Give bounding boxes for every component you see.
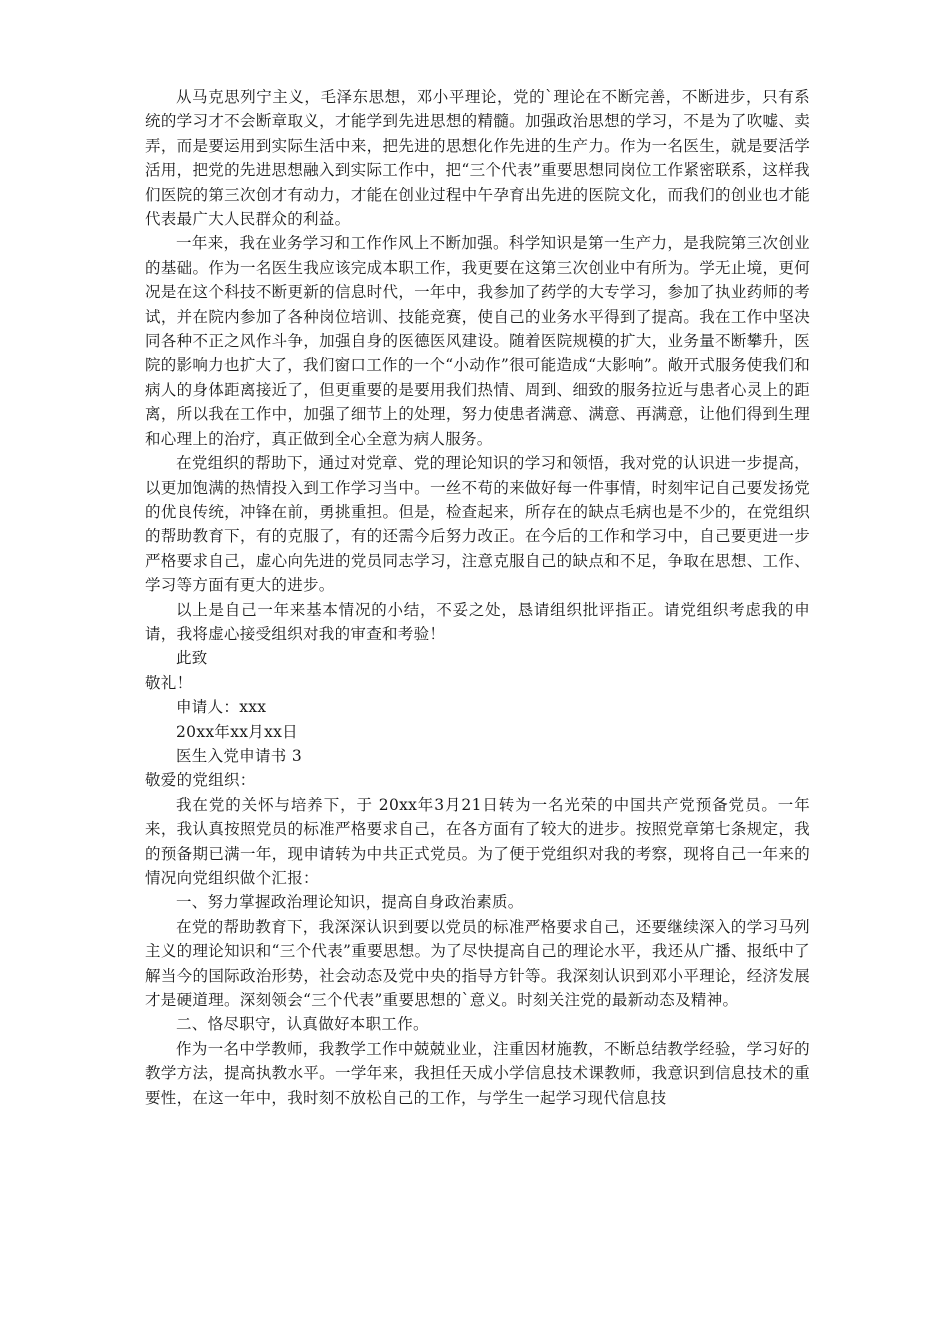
- greeting: 敬爱的党组织：: [145, 771, 256, 790]
- closing-salutation: 此致: [176, 649, 208, 668]
- document-body: [145, 85, 810, 1110]
- paragraph: 在党的帮助教育下，我深深认识到要以党员的标准严格要求自己，还要继续深入的学习马列主义的理论知识和“三个代表”重要思想。为了尽快提高自己的理论水平，我还从广播、报纸中了解当今的国际政治形势，社会动态及党中央的指导方针等。我深刻认识到邓小平理论，经济发展才是硬道理。深刻领会“三个代表”重要思想的`意义。时刻关注党的最新动态及精神。: [145, 917, 810, 1010]
- applicant-line: 申请人：xxx: [176, 698, 267, 717]
- paragraph: 我在党的关怀与培养下，于 20xx年3月21日转为一名光荣的中国共产党预备党员。一年来，我认真按照党员的标准严格要求自己，在各方面有了较大的进步。按照党章第七条规定，我的预备期已满一年，现申请转为中共正式党员。为了便于党组织对我的考察，现将自己一年来的情况向党组织做个汇报：: [145, 795, 810, 887]
- paragraph: 从马克思列宁主义，毛泽东思想，邓小平理论，党的`理论在不断完善，不断进步，只有系统的学习才不会断章取义，才能学到先进思想的精髓。加强政治思想的学习，不是为了吹嘘、卖弄，而是要运用到实际生活中来，把先进的思想化作先进的生产力。作为一名医生，就是要活学活用，把党的先进思想融入到实际工作中，把“三个代表”重要思想同岗位工作紧密联系，这样我们医院的第三次创才有动力，才能在创业过程中午孕育出先进的医院文化，而我们的创业也才能代表最广大人民群众的利益。: [145, 88, 810, 229]
- paragraph: 在党组织的帮助下，通过对党章、党的理论知识的学习和领悟，我对党的认识进一步提高，以更加饱满的热情投入到工作学习当中。一丝不苟的来做好每一件事情，时刻牢记自己要发扬党的优良传统，冲锋在前，勇挑重担。但是，检查起来，所存在的缺点毛病也是不少的，在党组织的帮助教育下，有的克服了，有的还需今后努力改正。在今后的工作和学习中，自己要更进一步严格要求自己，虚心向先进的党员同志学习，注意克服自己的缺点和不足，争取在思想、工作、学习等方面有更大的进步。: [145, 454, 810, 595]
- paragraph: 以上是自己一年来基本情况的小结，不妥之处，恳请组织批评指正。请党组织考虑我的申请，我将虚心接受组织对我的审查和考验！: [145, 600, 810, 643]
- heading-one: 一、努力掌握政治理论知识，提高自身政治素质。: [176, 893, 524, 912]
- section-title: 医生入党申请书 3: [176, 746, 302, 765]
- date-line: 20xx年xx月xx日: [176, 722, 298, 741]
- paragraph: 一年来，我在业务学习和工作作风上不断加强。科学知识是第一生产力，是我院第三次创业的基础。作为一名医生我应该完成本职工作，我更要在这第三次创业中有所为。学无止境，更何况是在这个科技不断更新的信息时代，一年中，我参加了药学的大专学习，参加了执业药师的考试，并在院内参加了各种岗位培训、技能竞赛，使自己的业务水平得到了提高。我在工作中坚决同各种不正之风作斗争，加强自身的医德医风建设。随着医院规模的扩大，业务量不断攀升，医院的影响力也扩大了，我们窗口工作的一个“小动作”很可能造成“大影响”。敞开式服务使我们和病人的身体距离接近了，但更重要的是要用我们热情、周到、细致的服务拉近与患者心灵上的距离，所以我在工作中，加强了细节上的处理，努力使患者满意、满意、再满意，让他们得到生理和心理上的治疗，真正做到全心全意为病人服务。: [145, 234, 810, 448]
- paragraph: 作为一名中学教师，我教学工作中兢兢业业，注重因材施教，不断总结教学经验，学习好的教学方法，提高执教水平。一学年来，我担任天成小学信息技术课教师，我意识到信息技术的重要性，在这一年中，我时刻不放松自己的工作，与学生一起学习现代信息技: [145, 1039, 810, 1107]
- closing-regards: 敬礼！: [145, 673, 193, 692]
- heading-two: 二、恪尽职守，认真做好本职工作。: [176, 1015, 429, 1034]
